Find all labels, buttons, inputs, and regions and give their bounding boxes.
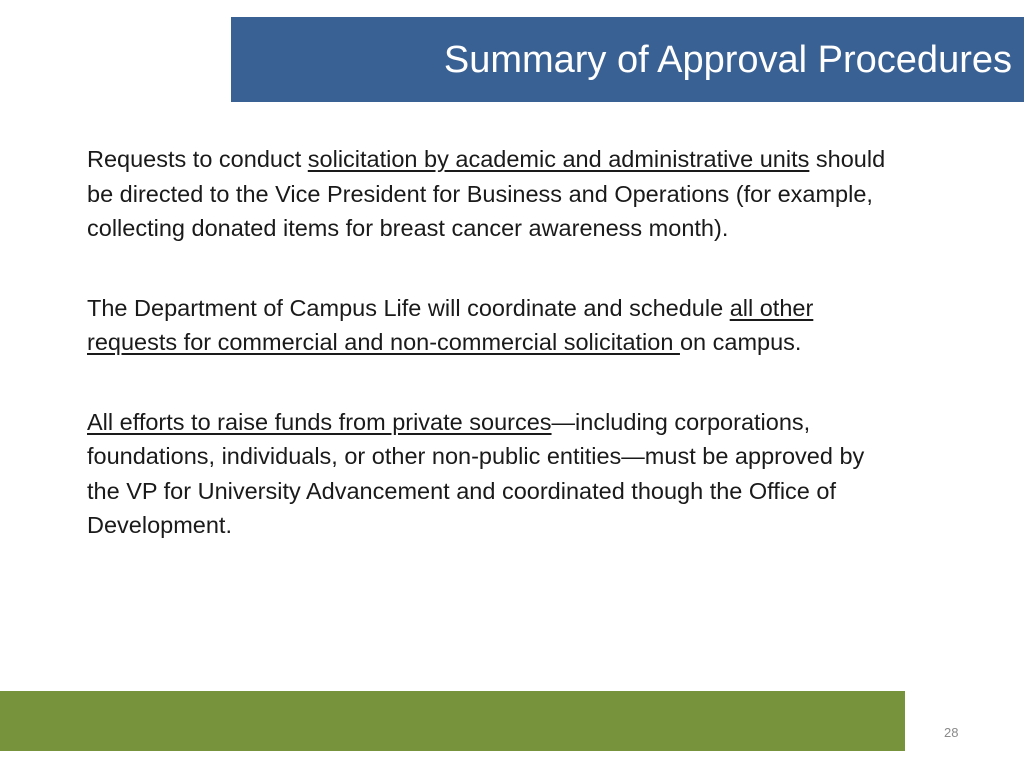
underlined-text: solicitation by academic and administrative units [307, 146, 810, 172]
underlined-text: All efforts to raise funds from private sources [87, 408, 552, 435]
slide-title: Summary of Approval Procedures [443, 39, 1012, 81]
paragraph-text: on campus. [679, 329, 802, 355]
slide-body [87, 142, 887, 588]
footer-bar [0, 691, 905, 751]
title-bar [231, 17, 1024, 102]
paragraph-text: —including corporations, foundations, individuals, or other non-public entities—must be approved by the VP for University Advancement and coordinated though the Office of Development. [87, 408, 865, 538]
paragraph-text: should be directed to the Vice President for Business and Operations (for example, collecting donated items for breast cancer awareness month). [87, 146, 886, 241]
paragraph-campus-life [87, 291, 887, 360]
paragraph-fundraising [87, 405, 887, 543]
page-number: 28 [944, 725, 959, 740]
paragraph-text: The Department of Campus Life will coordinate and schedule [87, 294, 730, 321]
paragraph-text: Requests to conduct [87, 146, 308, 172]
paragraph-unit-solicitation [87, 142, 887, 246]
underlined-text: all other requests for commercial and non-commercial solicitation [87, 294, 814, 355]
